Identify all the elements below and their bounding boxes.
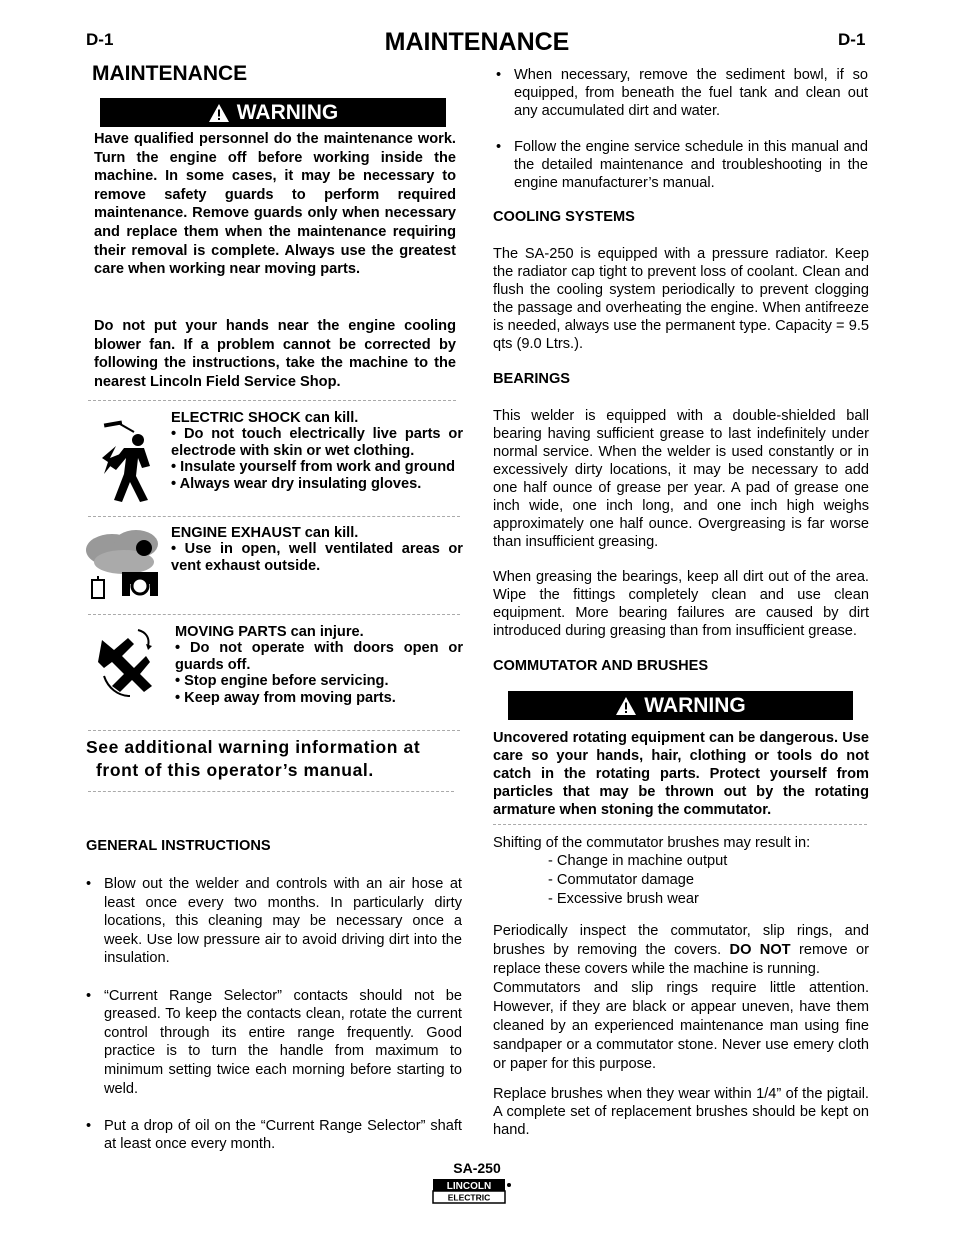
commutator-text: Commutators and slip rings require little attention. However, if they are black or appear uneven, have them cleaned by an experienced maintenance man using fine sandpaper or a commutator stone. Never use emery cloth or paper for this purpose. — [493, 980, 869, 1072]
hazard-line: • Stop engine before servicing. — [175, 673, 389, 690]
warning-banner — [508, 691, 853, 720]
see-note-line: See additional warning information at — [86, 737, 421, 757]
list-item: - Excessive brush wear — [548, 891, 699, 907]
lincoln-electric-logo — [432, 1178, 512, 1205]
commutator-title: COMMUTATOR AND BRUSHES — [493, 658, 709, 674]
see-note-line: front of this operator’s manual. — [96, 760, 374, 780]
hazard-line: • Always wear dry insulating gloves. — [171, 475, 422, 492]
replace-brushes-text: Replace brushes when they wear within 1/4” of the pigtail. A complete set of replacement brushes should be kept on hand. — [493, 1086, 869, 1138]
hazard-title: ELECTRIC SHOCK can kill. — [171, 410, 359, 426]
bearings-title: BEARINGS — [493, 371, 571, 387]
section-title: MAINTENANCE — [92, 62, 248, 85]
hazard-engine-exhaust — [171, 525, 463, 574]
divider — [88, 516, 460, 517]
see-additional-warning — [86, 736, 466, 782]
bearings-text: This welder is equipped with a double-shielded ball bearing having sufficient grease to last indefinitely under normal service. When the welder is used constantly or in excessively dirty locations, it may be necessary to add one half ounce of grease per year. A pad of grease one inch wide, one inch long, and one inch high weighs approximately one half ounce. Overgreasing is far worse than insufficient greasing. — [493, 408, 869, 550]
shifting-effects-list — [548, 852, 727, 909]
hazard-title: ENGINE EXHAUST can kill. — [171, 525, 359, 541]
list-item: • Put a drop of oil on the “Current Range Selector” shaft at least once every month. — [86, 1117, 462, 1153]
divider — [493, 824, 867, 825]
svg-text:LINCOLN: LINCOLN — [446, 1181, 492, 1192]
bearings-text: When greasing the bearings, keep all dirt out of the area. Wipe the fittings completely clean and use clean equipment. More bearing failures are caused by dirt introduced during greasing than from insufficient grease. — [493, 569, 869, 639]
warning-paragraph: Have qualified personnel do the maintenance work. Turn the engine off before working inside the machine. In some cases, it may be necessary to remove safety guards to perform required maintenance. Remove guards only when necessary and replace them when the maintenance requiring their removal is complete. Always use the greatest care when working near moving parts. — [94, 131, 456, 278]
divider — [88, 730, 460, 731]
hazard-line: • Do not operate with doors open or guards off. — [175, 640, 463, 673]
divider — [88, 400, 456, 401]
electric-shock-icon — [80, 418, 170, 508]
model-number: SA-250 — [453, 1160, 501, 1176]
engine-maintenance-list — [496, 66, 868, 192]
hazard-line: • Keep away from moving parts. — [175, 689, 396, 706]
page-code-left: D-1 — [86, 30, 114, 49]
hazard-electric-shock — [171, 410, 463, 492]
list-item: - Change in machine output — [548, 853, 728, 869]
warning-banner — [100, 98, 446, 127]
warning-label: WARNING — [236, 100, 339, 124]
hazard-moving-parts — [175, 624, 463, 706]
shifting-intro: Shifting of the commutator brushes may result in: — [493, 835, 811, 851]
hazard-title: MOVING PARTS can injure. — [175, 624, 364, 640]
general-instructions-list — [86, 875, 462, 1154]
list-item: • When necessary, remove the sediment bowl, if so equipped, from beneath the fuel tank and clean out any accumulated dirt and water. — [496, 67, 868, 119]
engine-exhaust-icon — [84, 528, 170, 608]
list-item: • Blow out the welder and controls with an air hose at least once every two months. In particularly dirty locations, this cleaning may be necessary once a week. Use low pressure air to avoid driving dirt into the insulation. — [86, 876, 462, 967]
warning-triangle-icon — [615, 696, 637, 716]
divider — [88, 614, 460, 615]
warning-triangle-icon — [208, 103, 230, 123]
warning-paragraph: Uncovered rotating equipment can be dangerous. Use care so your hands, hair, clothing or tools do not catch in the rotating parts. Protect yourself from particles that may be thrown out by the rotating armature when stoning the commutator. — [493, 730, 869, 818]
moving-parts-icon — [94, 626, 168, 700]
list-item: • “Current Range Selector” contacts should not be greased. To keep the contacts clean, rotate the current control through its entire range frequently. Good practice is to turn the handle from maximum to minimum setting twice each morning before starting to weld. — [86, 987, 462, 1097]
cooling-systems-text: The SA-250 is equipped with a pressure radiator. Keep the radiator cap tight to prevent loss of coolant. Clean and flush the cooling system periodically to prevent clogging the passage and overheating the engine. When antifreeze is needed, always use the permanent type. Capacity = 9.5 qts (9.0 Ltrs.). — [493, 246, 869, 352]
hazard-line: • Insulate yourself from work and ground — [171, 459, 456, 476]
hazard-line: • Use in open, well ventilated areas or vent exhaust outside. — [171, 541, 463, 574]
svg-text:ELECTRIC: ELECTRIC — [447, 1192, 491, 1203]
inspect-text: Periodically inspect the commutator, slip rings, and brushes by removing the covers. DO NOT remove or replace these covers while the machine is running. Commutators and slip rings require little attention. However, if they are black or appear uneven, have them cleaned by an experienced maintenance man using fine sandpaper or a commutator stone. Never use emery cloth or paper for this purpose. — [493, 923, 869, 1072]
list-item: - Commutator damage — [548, 872, 694, 888]
list-item: • Follow the engine service schedule in this manual and the detailed maintenance and troubleshooting in the engine manufacturer’s manual. — [496, 139, 868, 191]
page-title: MAINTENANCE — [384, 28, 570, 56]
divider — [88, 791, 454, 792]
general-instructions-title: GENERAL INSTRUCTIONS — [86, 838, 271, 854]
hazard-line: • Do not touch electrically live parts or electrode with skin or wet clothing. — [171, 426, 463, 459]
warning-paragraph: Do not put your hands near the engine cooling blower fan. If a problem cannot be corrected by following the instructions, take the machine to the nearest Lincoln Field Service Shop. — [94, 318, 456, 390]
page-code-right: D-1 — [838, 30, 866, 49]
cooling-systems-title: COOLING SYSTEMS — [493, 209, 635, 225]
warning-label: WARNING — [644, 693, 746, 717]
do-not-emphasis: DO NOT — [729, 942, 791, 958]
